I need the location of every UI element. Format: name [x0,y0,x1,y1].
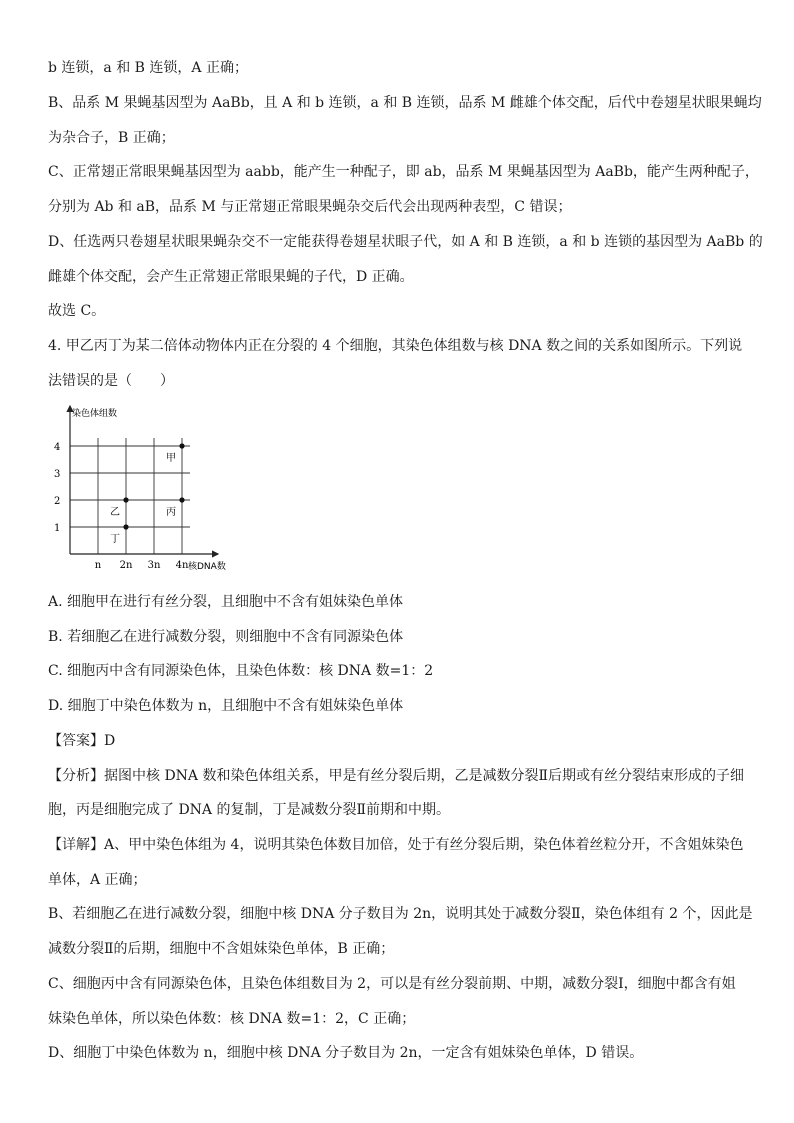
y-tick-label: 4 [54,442,61,453]
point-label: 丙 [166,507,176,518]
paragraph: C、正常翅正常眼果蝇基因型为 aabb，能产生一种配子，即 ab，品系 M 果蝇基因型为 AaBb，能产生两种配子， [48,164,759,180]
option-c: C. 细胞丙中含有同源染色体，且染色体数：核 DNA 数=1：2 [48,663,434,679]
option-d: D. 细胞丁中染色体数为 n，且细胞中不含有姐妹染色单体 [48,698,404,714]
point-label: 甲 [166,453,176,464]
paragraph: D、任选两只卷翅星状眼果蝇杂交不一定能获得卷翅星状眼子代，如 A 和 B 连锁，a 和 b 连锁的基因型为 AaBb 的 [48,234,763,250]
analysis: 胞，丙是细胞完成了 DNA 的复制，丁是减数分裂Ⅱ前期和中期。 [48,802,450,818]
analysis: 【分析】据图中核 DNA 数和染色体组关系，甲是有丝分裂后期，乙是减数分裂Ⅱ后期或有丝分裂结束形成的子细 [48,768,744,784]
data-point [123,497,128,502]
chart [42,402,232,574]
detail: D、细胞丁中染色体数为 n，细胞中核 DNA 分子数目为 2n，一定含有姐妹染色单体，D 错误。 [48,1045,644,1061]
option-a: A. 细胞甲在进行有丝分裂，且细胞中不含有姐妹染色单体 [48,594,404,610]
detail: 【详解】A、甲中染色体组为 4，说明其染色体数目加倍，处于有丝分裂后期，染色体着丝粒分开，不含姐妹染色 [48,837,744,853]
detail: 减数分裂Ⅱ的后期，细胞中不含姐妹染色单体，B 正确； [48,941,395,957]
detail: C、细胞丙中含有同源染色体，且染色体组数目为 2，可以是有丝分裂前期、中期，减数分裂Ⅰ，细胞中都含有姐 [48,976,736,992]
y-axis-label: 染色体组数 [72,409,118,419]
point-label: 乙 [110,507,120,518]
paragraph: 分别为 Ab 和 aB，品系 M 与正常翅正常眼果蝇杂交后代会出现两种表型，C 错误； [48,199,572,215]
y-tick-label: 3 [54,469,61,480]
detail: 单体，A 正确； [48,872,147,888]
data-point [179,443,184,448]
x-tick-label: n [94,560,102,571]
point-label: 丁 [110,534,120,545]
question-stem: 法错误的是（ ） [48,373,174,389]
x-tick-label: 3n [147,560,161,571]
x-tick-label: 2n [119,560,133,571]
paragraph: 雌雄个体交配，会产生正常翅正常眼果蝇的子代，D 正确。 [48,269,414,285]
y-tick-label: 1 [54,523,61,534]
detail: 妹染色单体，所以染色体数：核 DNA 数=1：2，C 正确； [48,1011,416,1027]
paragraph: b 连锁，a 和 B 连锁，A 正确； [48,60,248,76]
question-stem: 4. 甲乙丙丁为某二倍体动物体内正在分裂的 4 个细胞，其染色体组数与核 DNA 数之间的关系如图所示。下列说 [48,338,743,354]
data-point [123,524,128,529]
paragraph: 故选 C。 [48,303,106,319]
detail: B、若细胞乙在进行减数分裂，细胞中核 DNA 分子数目为 2n，说明其处于减数分裂Ⅱ，染色体组有 2 个，因此是 [48,906,753,922]
paragraph: B、品系 M 果蝇基因型为 AaBb，且 A 和 b 连锁，a 和 B 连锁，品系 M 雌雄个体交配，后代中卷翅星状眼果蝇均 [48,95,762,111]
y-tick-label: 2 [54,496,61,507]
answer: 【答案】D [48,733,116,749]
option-b: B. 若细胞乙在进行减数分裂，则细胞中不含有同源染色体 [48,629,404,645]
data-point [179,497,184,502]
paragraph: 为杂合子，B 正确； [48,130,175,146]
x-tick-label: 4n [175,560,189,571]
x-axis-label: 核DNA数 [188,562,226,572]
